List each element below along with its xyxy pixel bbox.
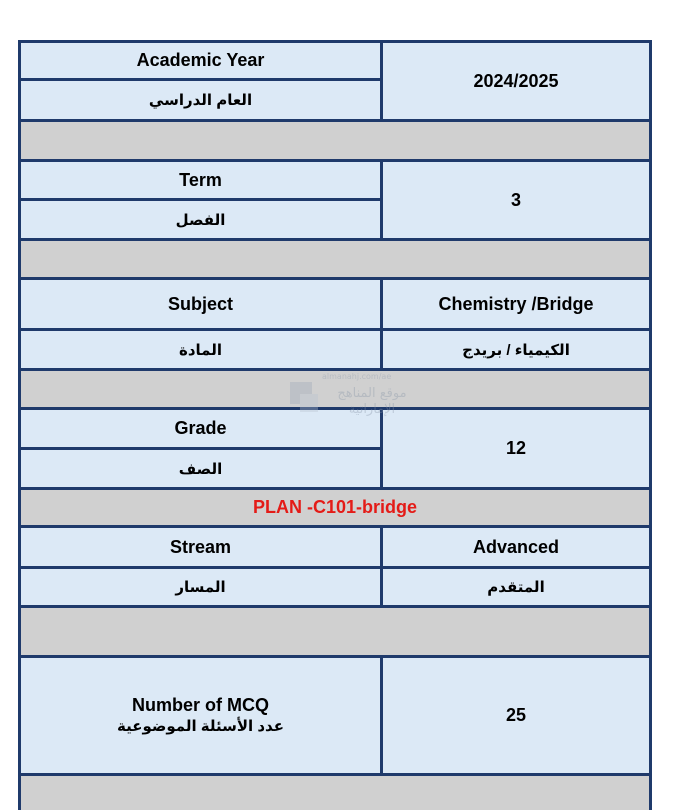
grade-label-ar: الصف xyxy=(21,450,380,487)
stream-label: Stream xyxy=(21,528,380,566)
subject-value: Chemistry /Bridge xyxy=(383,280,649,328)
mcq-value: 25 xyxy=(383,658,649,773)
academic-year-value: 2024/2025 xyxy=(383,43,649,119)
separator-row xyxy=(21,608,649,655)
stream-value-ar: المتقدم xyxy=(383,569,649,605)
term-value: 3 xyxy=(383,162,649,238)
subject-value-ar: الكيمياء / بريدج xyxy=(383,331,649,368)
plan-title: PLAN -C101-bridge xyxy=(21,490,649,525)
academic-year-label-ar: العام الدراسي xyxy=(21,81,380,119)
watermark-name: موقع المناهج الإماراتية xyxy=(337,386,407,417)
term-label: Term xyxy=(21,162,380,198)
mcq-label-ar: عدد الأسئلة الموضوعية xyxy=(117,717,284,735)
separator-row xyxy=(21,371,649,407)
separator-row xyxy=(21,122,649,159)
stream-label-ar: المسار xyxy=(21,569,380,605)
academic-year-label: Academic Year xyxy=(21,43,380,78)
mcq-label-cell xyxy=(21,658,380,773)
subject-label-ar: المادة xyxy=(21,331,380,368)
info-table xyxy=(18,40,652,810)
grade-label: Grade xyxy=(21,410,380,447)
subject-label: Subject xyxy=(21,280,380,328)
watermark-url: almanahj.com/ae xyxy=(322,372,392,381)
term-label-ar: الفصل xyxy=(21,201,380,238)
stream-value: Advanced xyxy=(383,528,649,566)
grade-value: 12 xyxy=(383,410,649,487)
separator-row xyxy=(21,776,649,810)
mcq-label: Number of MCQ xyxy=(132,694,269,715)
separator-row xyxy=(21,241,649,277)
